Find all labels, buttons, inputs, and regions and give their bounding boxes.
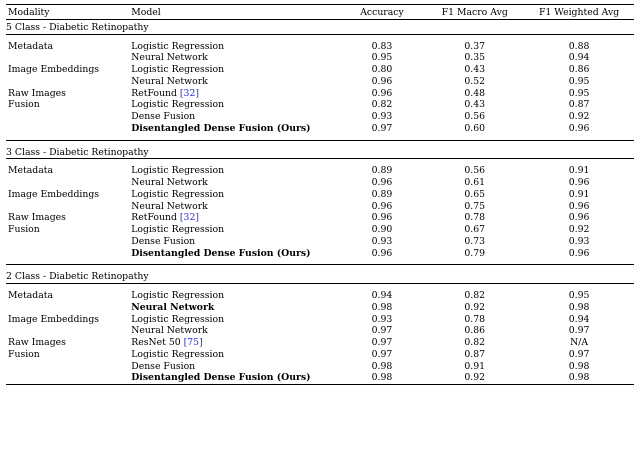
cell-f1-weighted: 0.96: [568, 200, 590, 212]
cell-modality: [6, 111, 131, 123]
table-row: [6, 349, 634, 361]
cell-f1-weighted: 0.94: [568, 313, 590, 325]
model-label: Neural Network: [131, 301, 215, 313]
cell-f1-macro: 0.56: [464, 111, 486, 122]
cell-model: [131, 248, 340, 260]
cell-f1-macro: 0.82: [464, 290, 486, 301]
cell-accuracy: 0.98: [371, 360, 393, 372]
citation-link[interactable]: [32]: [179, 212, 200, 224]
table-row: [6, 64, 634, 76]
table-row: [6, 88, 634, 100]
cell-f1-weighted: 0.94: [568, 52, 590, 64]
cell-modality: Metadata: [8, 40, 54, 52]
cell-model: [131, 302, 340, 314]
model-label: Neural Network: [131, 177, 208, 188]
cell-modality: Fusion: [8, 99, 40, 111]
cell-accuracy: 0.93: [371, 111, 393, 122]
cell-accuracy: 0.96: [371, 75, 393, 87]
model-label: Logistic Regression: [131, 99, 225, 111]
cell-f1-weighted: 0.91: [568, 188, 590, 200]
cell-modality: [6, 123, 131, 135]
cell-accuracy: 0.94: [371, 290, 393, 301]
cell-model: [131, 52, 340, 64]
column-header-model: Model: [131, 7, 161, 18]
results-table: [6, 4, 634, 387]
cell-accuracy: 0.98: [371, 301, 393, 313]
table-row: [6, 302, 634, 314]
cell-modality: [6, 325, 131, 337]
model-label: Logistic Regression: [131, 188, 225, 200]
cell-modality: Image Embeddings: [8, 188, 100, 200]
table-row: [6, 248, 634, 260]
model-label: RetFound: [131, 212, 177, 224]
model-label: Neural Network: [131, 52, 208, 64]
cell-f1-macro: 0.87: [464, 348, 486, 360]
model-label: Disentangled Dense Fusion (Ours): [131, 122, 311, 134]
group-title: 5 Class - Diabetic Retinopathy: [6, 21, 149, 33]
table-row: [6, 337, 634, 349]
model-label: Neural Network: [131, 325, 208, 337]
cell-f1-weighted: 0.93: [568, 235, 590, 247]
cell-modality: Metadata: [8, 165, 54, 177]
cell-f1-macro: 0.35: [464, 52, 486, 64]
table-row: [6, 325, 634, 337]
cell-modality: Fusion: [8, 348, 40, 360]
model-label: Disentangled Dense Fusion (Ours): [131, 247, 311, 259]
cell-modality: Image Embeddings: [8, 313, 100, 325]
cell-accuracy: 0.83: [371, 40, 393, 52]
cell-f1-macro: 0.78: [464, 212, 486, 224]
cell-accuracy: 0.96: [371, 212, 393, 224]
model-label: Dense Fusion: [131, 235, 196, 247]
cell-model: [131, 76, 340, 88]
model-label: Logistic Regression: [131, 165, 225, 177]
table-bottom-rule: [6, 385, 634, 388]
cell-model: [131, 361, 340, 373]
table-row: [6, 290, 634, 302]
cell-model: [131, 99, 340, 111]
cell-f1-macro: 0.75: [464, 200, 486, 212]
cell-accuracy: 0.93: [371, 235, 393, 247]
cell-accuracy: 0.89: [371, 188, 393, 200]
cell-f1-macro: 0.61: [464, 177, 486, 188]
citation-link[interactable]: [32]: [179, 87, 200, 99]
cell-f1-macro: 0.82: [464, 337, 486, 348]
table-row: [6, 177, 634, 189]
column-header-modality: Modality: [8, 7, 50, 18]
cell-model: [131, 290, 340, 302]
table-row: [6, 201, 634, 213]
model-label: Logistic Regression: [131, 40, 225, 52]
cell-f1-macro: 0.37: [464, 40, 486, 52]
model-label: Dense Fusion: [131, 360, 196, 372]
cell-f1-weighted: 0.96: [568, 247, 590, 259]
cell-f1-weighted: N/A: [570, 337, 589, 348]
table-row: [6, 52, 634, 64]
cell-model: [131, 165, 340, 177]
table-row: [6, 123, 634, 135]
group-title-row: [6, 22, 634, 34]
cell-f1-weighted: 0.97: [568, 325, 590, 337]
group-title-row: [6, 271, 634, 283]
cell-modality: Metadata: [8, 290, 54, 301]
table-row: [6, 314, 634, 326]
cell-f1-macro: 0.43: [464, 64, 486, 75]
cell-f1-macro: 0.52: [464, 75, 486, 87]
cell-model: [131, 123, 340, 135]
cell-modality: [6, 236, 131, 248]
model-label: Neural Network: [131, 75, 208, 87]
cell-f1-macro: 0.78: [464, 313, 486, 325]
model-label: Logistic Regression: [131, 64, 225, 75]
cell-modality: Fusion: [8, 224, 40, 235]
cell-model: [131, 201, 340, 213]
table-row: [6, 224, 634, 236]
cell-f1-weighted: 0.96: [568, 212, 590, 224]
table-row: [6, 361, 634, 373]
cell-f1-weighted: 0.88: [568, 40, 590, 52]
cell-model: [131, 189, 340, 201]
table-row: [6, 189, 634, 201]
results-table-body: [6, 5, 634, 388]
cell-f1-macro: 0.92: [464, 372, 486, 384]
cell-model: [131, 41, 340, 53]
cell-f1-macro: 0.65: [464, 188, 486, 200]
citation-link[interactable]: [75]: [183, 337, 203, 348]
cell-f1-weighted: 0.95: [568, 87, 590, 99]
cell-accuracy: 0.96: [371, 247, 393, 259]
cell-f1-macro: 0.86: [464, 325, 486, 337]
cell-modality: [6, 52, 131, 64]
table-row: [6, 372, 634, 384]
cell-modality: Raw Images: [8, 337, 66, 348]
cell-accuracy: 0.95: [371, 52, 393, 64]
cell-modality: [6, 302, 131, 314]
cell-modality: [6, 201, 131, 213]
cell-accuracy: 0.93: [371, 313, 393, 325]
cell-model: [131, 177, 340, 189]
model-label: Logistic Regression: [131, 290, 225, 301]
cell-f1-macro: 0.56: [464, 165, 486, 177]
cell-modality: Image Embeddings: [8, 64, 100, 75]
cell-model: [131, 224, 340, 236]
cell-f1-macro: 0.73: [464, 235, 486, 247]
cell-f1-weighted: 0.92: [568, 111, 590, 122]
cell-f1-weighted: 0.86: [568, 64, 590, 75]
cell-accuracy: 0.97: [371, 348, 393, 360]
cell-f1-macro: 0.91: [464, 360, 486, 372]
cell-f1-weighted: 0.98: [568, 372, 590, 384]
model-label: ResNet 50: [131, 337, 181, 348]
table-row: [6, 236, 634, 248]
cell-model: [131, 236, 340, 248]
cell-accuracy: 0.82: [371, 99, 393, 111]
cell-f1-weighted: 0.95: [568, 290, 590, 301]
cell-f1-macro: 0.48: [464, 87, 486, 99]
model-label: RetFound: [131, 87, 177, 99]
cell-f1-weighted: 0.95: [568, 75, 590, 87]
table-row: [6, 165, 634, 177]
table-row: [6, 212, 634, 224]
cell-modality: [6, 248, 131, 260]
model-label: Logistic Regression: [131, 313, 225, 325]
column-header-accuracy: Accuracy: [360, 7, 404, 18]
cell-f1-weighted: 0.98: [568, 360, 590, 372]
cell-model: [131, 64, 340, 76]
cell-f1-weighted: 0.87: [568, 99, 590, 111]
cell-f1-weighted: 0.97: [568, 348, 590, 360]
cell-modality: [6, 361, 131, 373]
cell-modality: [6, 76, 131, 88]
cell-accuracy: 0.96: [371, 200, 393, 212]
cell-model: [131, 349, 340, 361]
cell-f1-weighted: 0.98: [568, 301, 590, 313]
column-header-f1-macro: F1 Macro Avg: [441, 7, 508, 18]
table-row: [6, 99, 634, 111]
cell-modality: Raw Images: [8, 87, 66, 99]
cell-f1-macro: 0.43: [464, 99, 486, 111]
model-label: Disentangled Dense Fusion (Ours): [131, 372, 311, 384]
model-label: Logistic Regression: [131, 348, 225, 360]
cell-accuracy: 0.96: [371, 177, 393, 188]
cell-model: [131, 111, 340, 123]
cell-f1-weighted: 0.92: [568, 224, 590, 235]
cell-model: [131, 212, 340, 224]
model-label: Logistic Regression: [131, 224, 225, 235]
cell-f1-weighted: 0.96: [568, 122, 590, 134]
cell-f1-macro: 0.92: [464, 301, 486, 313]
cell-modality: [6, 177, 131, 189]
table-row: [6, 76, 634, 88]
table-row: [6, 41, 634, 53]
cell-model: [131, 337, 340, 349]
model-label: Neural Network: [131, 200, 208, 212]
cell-f1-weighted: 0.91: [568, 165, 590, 177]
cell-accuracy: 0.97: [371, 122, 393, 134]
cell-accuracy: 0.96: [371, 87, 393, 99]
group-title: 3 Class - Diabetic Retinopathy: [6, 146, 149, 158]
cell-model: [131, 325, 340, 337]
cell-f1-macro: 0.67: [464, 224, 486, 235]
table-row: [6, 111, 634, 123]
cell-accuracy: 0.80: [371, 64, 393, 75]
cell-accuracy: 0.89: [371, 165, 393, 177]
cell-modality: [6, 372, 131, 384]
cell-model: [131, 372, 340, 384]
group-title-row: [6, 147, 634, 159]
cell-model: [131, 314, 340, 326]
cell-modality: Raw Images: [8, 212, 66, 224]
group-title: 2 Class - Diabetic Retinopathy: [6, 271, 149, 283]
cell-f1-macro: 0.60: [464, 122, 486, 134]
cell-accuracy: 0.98: [371, 372, 393, 384]
model-label: Dense Fusion: [131, 111, 196, 122]
cell-accuracy: 0.90: [371, 224, 393, 235]
cell-f1-weighted: 0.96: [568, 177, 590, 188]
table-header-row: [6, 7, 634, 19]
column-header-f1-weighted: F1 Weighted Avg: [538, 7, 620, 18]
cell-model: [131, 88, 340, 100]
cell-f1-macro: 0.79: [464, 247, 486, 259]
cell-accuracy: 0.97: [371, 325, 393, 337]
cell-accuracy: 0.97: [371, 337, 393, 348]
